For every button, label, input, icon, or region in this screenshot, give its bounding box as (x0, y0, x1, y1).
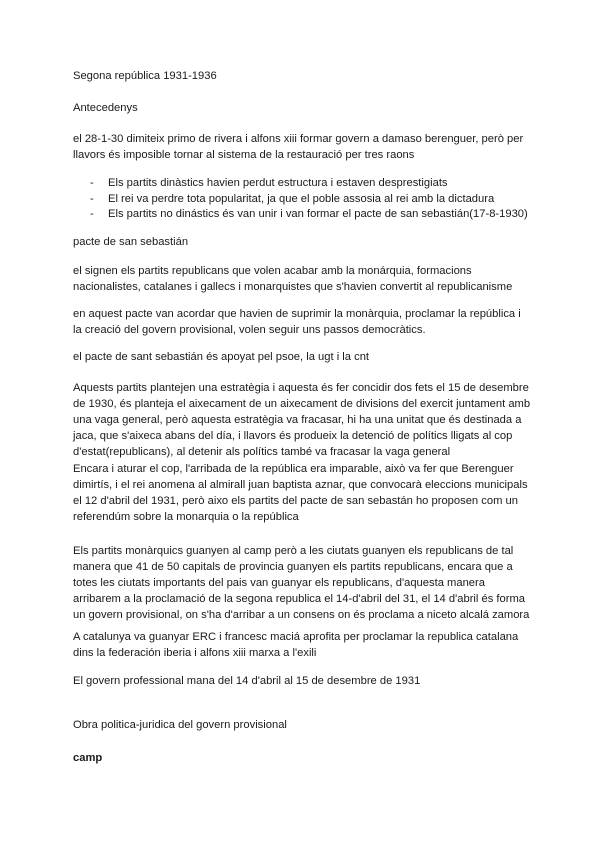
pacte-heading: pacte de san sebastián (73, 236, 189, 248)
text-line: El govern professional mana del 14 d'abril al 15 de desembre de 1931 (73, 675, 421, 687)
text-line: Encara i aturar el cop, l'arribada de la república era imparable, això va fer que Berenguer (73, 463, 514, 475)
text-line: la creació del govern provisional, volen seguir uns passos democràtics. (73, 324, 426, 336)
text-line: A catalunya va guanyar ERC i francesc maciá aprofita per proclamar la republica catalana (73, 631, 519, 643)
list-item-text: Els partits no dinástics és van unir i van formar el pacte de san sebastián(17-8-1930) (108, 208, 528, 220)
text-line: dimirtís, i el rei anomena al almirall juan baptista aznar, que convocarà eleccions municipals (73, 479, 528, 491)
text-line: el pacte de sant sebastián és apoyat pel psoe, la ugt i la cnt (73, 351, 370, 363)
text-line: de 1930, és planteja el aixecament de un aixecament de divisions del exercit juntament amb (73, 398, 531, 410)
text-line: jaca, que s'aixeca abans del día, i llavors és produeix la detenció de polítics lligats al cop (73, 430, 513, 442)
text-line: d'estat(republicans), al detenir als polítics també va fracasar la vaga general (73, 446, 451, 458)
text-line: referendúm sobre la monarquia o la república (73, 511, 299, 523)
list-item (90, 192, 528, 208)
text-line: Els partits monàrquics guanyen al camp però a les ciutats guanyen els republicans de tal (73, 545, 514, 557)
obra-heading: Obra politica-juridica del govern provisional (73, 719, 287, 731)
paragraph-apoyat (73, 349, 538, 365)
text-line: Aquests partits plantejen una estratègia i aquesta és fer concidir dos fets el 15 de desembre (73, 382, 529, 394)
bullet-dash: - (90, 192, 94, 205)
document-title: Segona república 1931-1936 (73, 70, 217, 82)
paragraph-govern (73, 673, 538, 689)
paragraph-acordar (73, 306, 538, 338)
text-line: en aquest pacte van acordar que havien de suprimir la monàrquia, proclamar la república i (73, 308, 521, 320)
text-line: manera que 41 de 50 capitals de provincia guanyen els partits republicans, encara que a (73, 561, 513, 573)
list-item-text: El rei va perdre tota popularitat, ja que el poble assosia al rei amb la dictadura (108, 192, 495, 205)
text-line: arribarem a la proclamació de la segona republica el 14-d'abril del 31, el 14 d'abril és forma (73, 593, 526, 605)
paragraph-cop (73, 461, 538, 525)
bullet-dash: - (90, 177, 94, 189)
text-line: dins la federación iberia i alfons xiii marxa a l'exili (73, 647, 317, 659)
list-item (90, 207, 528, 223)
text-line: el signen els partits republicans que volen acabar amb la monárquia, formacions (73, 265, 472, 277)
text-line: un govern provisional, on s'ha d'arribar a un consens on és proclama a niceto alcalá zamora (73, 609, 530, 621)
list-item-text: Els partits dinàstics havien perdut estructura i estaven desprestigiats (108, 177, 448, 189)
paragraph-monarquics (73, 543, 538, 623)
bullet-dash: - (90, 208, 94, 220)
text-line: nacionalistes, catalanes i gallecs i monarquistes que s'havien convertit al republicanisme (73, 281, 513, 293)
text-line: totes les ciutats importants del pais van guanyar els republicans, d'aquesta manera (73, 577, 485, 589)
list-item (90, 176, 528, 192)
intro-paragraph (73, 131, 538, 163)
text-line: una vaga general, però aquesta estratègia va fracasar, hi ha una unitat que és destinada a (73, 414, 522, 426)
reasons-list (90, 176, 528, 223)
text-line: el 28-1-30 dimiteix primo de rivera i alfons xiii formar govern a damaso berenguer, però per (73, 133, 524, 145)
camp-heading: camp (73, 752, 103, 764)
text-line: el 12 d'abril del 1931, però aixo els partits del pacte de san sebastán ho proposen com un (73, 495, 518, 507)
antecedents-heading: Antecedenys (73, 102, 138, 114)
paragraph-estrategia (73, 380, 538, 460)
paragraph-catalunya (73, 629, 538, 661)
text-line: llavors és imposible tornar al sistema de la restauració per tres raons (73, 149, 415, 161)
paragraph-signen (73, 263, 538, 295)
